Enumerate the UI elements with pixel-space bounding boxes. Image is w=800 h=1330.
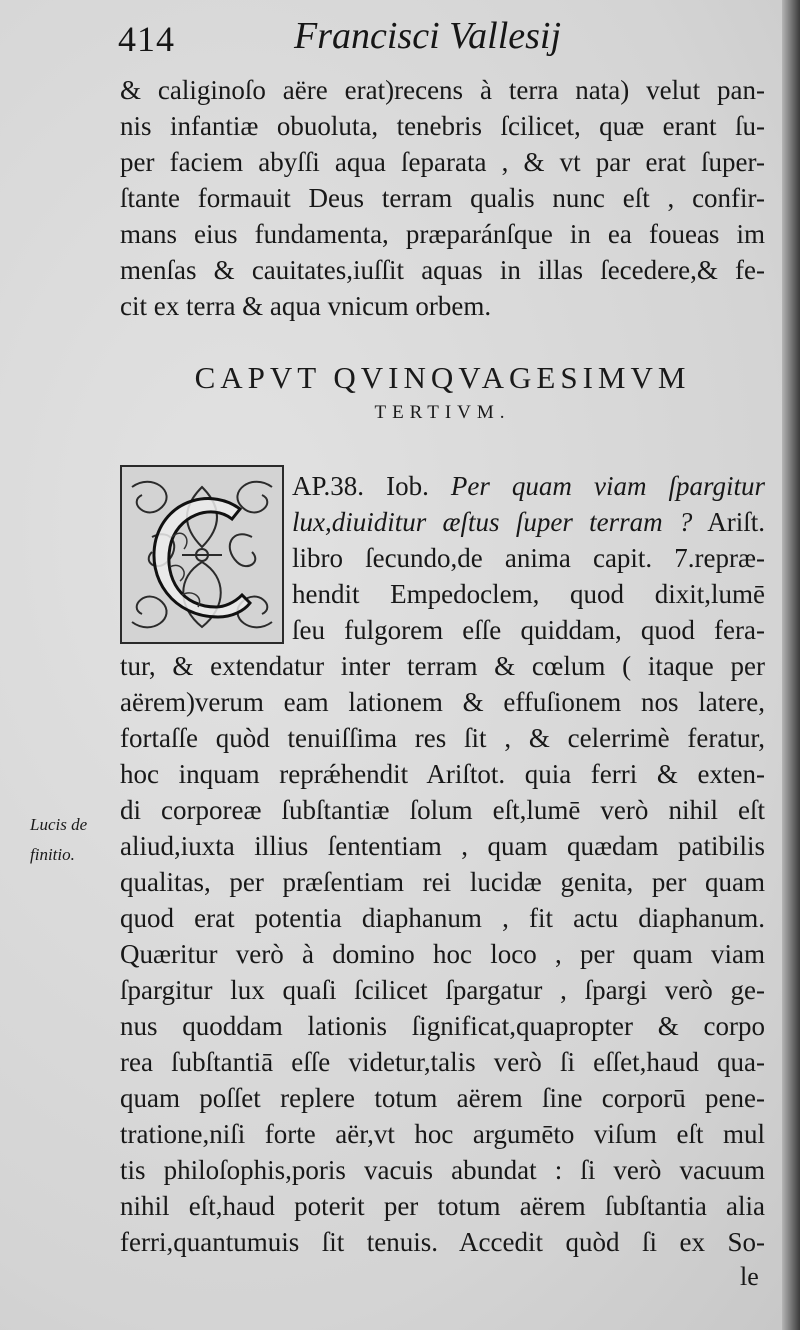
text-line: ſeu fulgorem eſſe quiddam, quod fera-	[292, 615, 765, 645]
catchword: le	[740, 1262, 759, 1291]
text-line	[292, 468, 765, 504]
chapter-ref: AP.38. Iob.	[292, 471, 429, 501]
text-line: tis philoſophis,poris vacuis abundat : ſi verò vacuum	[120, 1155, 765, 1185]
margin-note-line: Lucis de	[30, 815, 88, 834]
text-line: ſtante formauit Deus terram qualis nunc eſt , confir-	[120, 183, 765, 213]
text-line: mans eius fundamenta, præparánſque in ea foueas im	[120, 219, 765, 249]
text-line: quam poſſet replere totum aërem ſine corporū pene-	[120, 1083, 765, 1113]
text-fragment: Ariſt.	[707, 507, 765, 537]
text-line: hendit Empedoclem, quod dixit,lumē	[292, 579, 765, 609]
text-line: menſas & cauitates,iuſſit aquas in illas ſecedere,& fe-	[120, 255, 765, 285]
text-line	[292, 504, 765, 540]
text-line: nihil eſt,haud poterit per totum aërem ſubſtantia alia	[120, 1191, 765, 1221]
scripture-quote: lux,diuiditur æſtus ſuper terram ?	[292, 507, 693, 537]
running-head	[118, 14, 738, 64]
text-line: rea ſubſtantiā eſſe videtur,talis verò ſi eſſet,haud qua-	[120, 1047, 765, 1077]
book-spine-shadow	[782, 0, 800, 1330]
text-line: aliud,iuxta illius ſententiam , quam quædam patibilis	[120, 831, 765, 861]
chapter-body	[120, 468, 765, 1260]
scripture-quote: Per quam viam ſpargitur	[450, 471, 766, 501]
text-line: qualitas, per præſentiam rei lucidæ genita, per quam	[120, 867, 765, 897]
text-line: ferri,quantumuis ſit tenuis. Accedit quòd ſi ex So-	[120, 1227, 765, 1257]
text-line: nus quoddam lationis ſignificat,quapropter & corpo	[120, 1011, 765, 1041]
text-line: libro ſecundo,de anima capit. 7.repræ-	[292, 543, 765, 573]
margin-note	[30, 810, 116, 870]
text-line: fortaſſe quòd tenuiſſima res ſit , & celerrimè feratur,	[120, 723, 765, 753]
chapter-heading	[120, 358, 765, 428]
top-paragraph	[120, 72, 765, 324]
text-line: cit ex terra & aqua vnicum orbem.	[120, 291, 492, 321]
running-title: Francisci Vallesij	[294, 15, 562, 57]
text-line: ſpargitur lux quaſi ſcilicet ſpargatur , ſpargi verò ge-	[120, 975, 765, 1005]
page-number: 414	[118, 19, 175, 59]
text-line: per faciem abyſſi aqua ſeparata , & vt par erat ſuper-	[120, 147, 765, 177]
text-line: quod erat potentia diaphanum , fit actu diaphanum.	[120, 903, 765, 933]
text-line: hoc inquam reprǽhendit Ariſtot. quia ferri & exten-	[120, 759, 765, 789]
text-line: tur, & extendatur inter terram & cœlum ( itaque per	[120, 651, 765, 681]
text-line: & caliginoſo aëre erat)recens à terra nata) velut pan-	[120, 75, 765, 105]
margin-note-line: finitio.	[30, 845, 75, 864]
text-line: Quæritur verò à domino hoc loco , per quam viam	[120, 939, 765, 969]
text-line: nis infantiæ obuoluta, tenebris ſcilicet, quæ erant ſu-	[120, 111, 765, 141]
text-line: aërem)verum eam lationem & effuſionem nos latere,	[120, 687, 765, 717]
text-line: di corporeæ ſubſtantiæ ſolum eſt,lumē verò nihil eſt	[120, 795, 765, 825]
chapter-subtitle: TERTIVM.	[374, 402, 511, 423]
chapter-title: CAPVT QVINQVAGESIMVM	[194, 360, 691, 395]
text-line: tratione,niſi forte aër,vt hoc argumēto viſum eſt mul	[120, 1119, 765, 1149]
